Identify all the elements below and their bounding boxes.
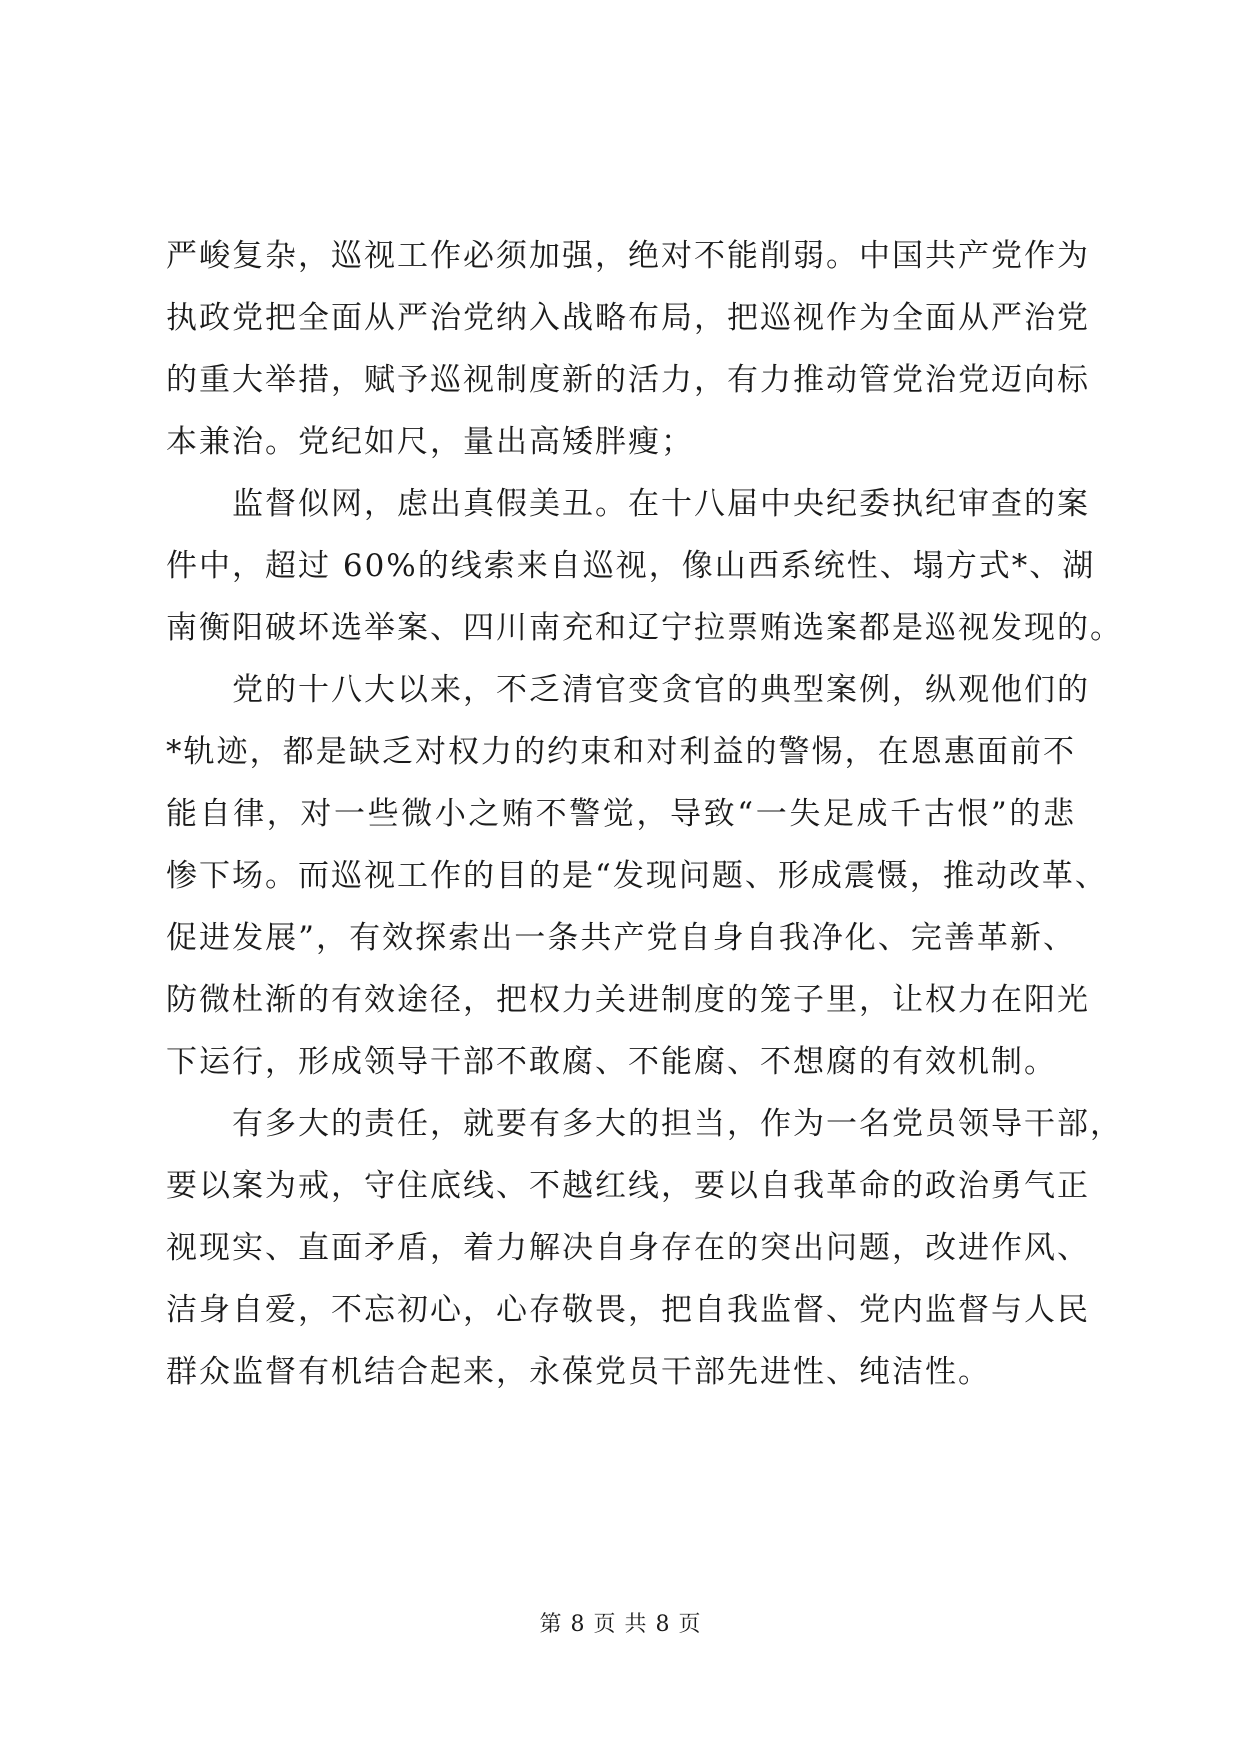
text-line: 群众监督有机结合起来，永葆党员干部先进性、纯洁性。 bbox=[166, 1354, 991, 1390]
text-line: 本兼治。党纪如尺，量出高矮胖瘦； bbox=[166, 424, 694, 460]
text-line: 要以案为戒，守住底线、不越红线，要以自我革命的政治勇气正 bbox=[166, 1168, 1090, 1204]
text-line: 党的十八大以来，不乏清官变贪官的典型案例，纵观他们的 bbox=[166, 672, 1090, 708]
text-line: 件中，超过 60%的线索来自巡视，像山西系统性、塌方式*、湖 bbox=[166, 548, 1096, 584]
text-line: 下运行，形成领导干部不敢腐、不能腐、不想腐的有效机制。 bbox=[166, 1044, 1057, 1080]
text-line: 南衡阳破坏选举案、四川南充和辽宁拉票贿选案都是巡视发现的。 bbox=[166, 610, 1123, 646]
page-footer: 第 8 页 共 8 页 bbox=[539, 1612, 702, 1637]
text-line: 执政党把全面从严治党纳入战略布局，把巡视作为全面从严治党 bbox=[166, 300, 1090, 336]
text-line: 监督似网，虑出真假美丑。在十八届中央纪委执纪审查的案 bbox=[166, 486, 1090, 522]
body-text bbox=[166, 225, 1123, 1403]
text-line: 的重大举措，赋予巡视制度新的活力，有力推动管党治党迈向标 bbox=[166, 362, 1090, 398]
text-line: 有多大的责任，就要有多大的担当，作为一名党员领导干部， bbox=[166, 1106, 1123, 1142]
text-line: 促进发展”，有效探索出一条共产党自身自我净化、完善革新、 bbox=[166, 920, 1076, 956]
text-line: 能自律，对一些微小之贿不警觉，导致“一失足成千古恨”的悲 bbox=[166, 796, 1076, 832]
text-line: 视现实、直面矛盾，着力解决自身存在的突出问题，改进作风、 bbox=[166, 1230, 1090, 1266]
text-line: *轨迹，都是缺乏对权力的约束和对利益的警惕，在恩惠面前不 bbox=[166, 734, 1076, 770]
text-line: 防微杜渐的有效途径，把权力关进制度的笼子里，让权力在阳光 bbox=[166, 982, 1090, 1018]
text-line: 惨下场。而巡视工作的目的是“发现问题、形成震慑，推动改革、 bbox=[166, 858, 1108, 894]
text-line: 洁身自爱，不忘初心，心存敬畏，把自我监督、党内监督与人民 bbox=[166, 1292, 1090, 1328]
text-line: 严峻复杂，巡视工作必须加强，绝对不能削弱。中国共产党作为 bbox=[166, 238, 1090, 274]
